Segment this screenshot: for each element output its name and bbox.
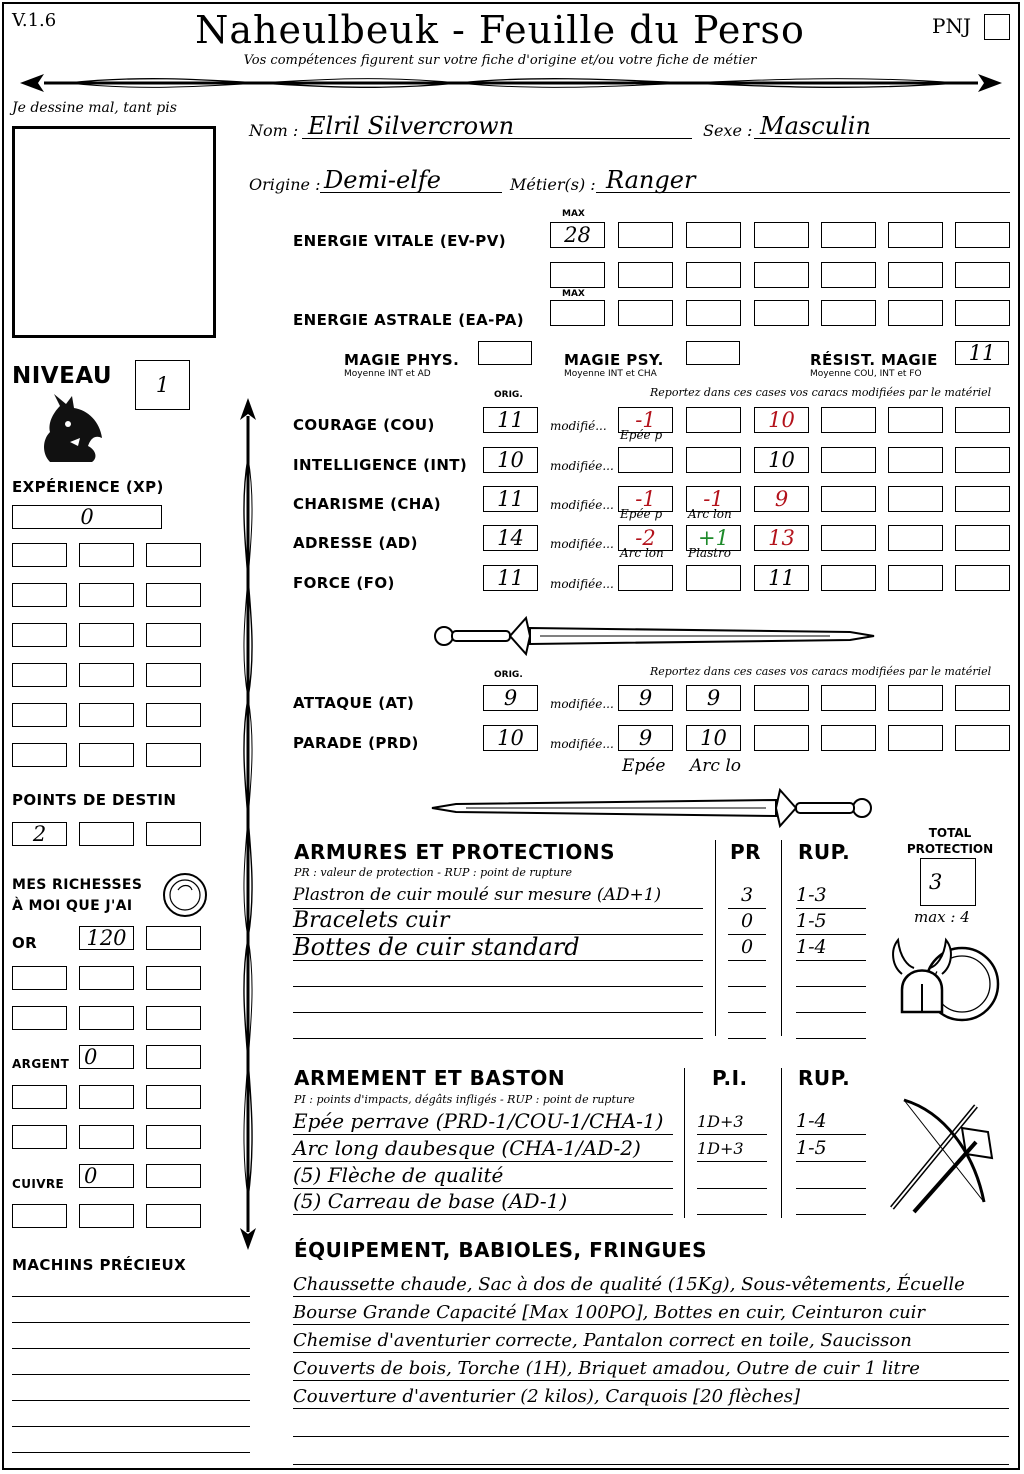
weapon-1-note: Epée <box>622 756 666 776</box>
sheet-subtitle: Vos compétences figurent sur votre fiche d'origine et/ou votre fiche de métier <box>243 53 757 68</box>
metier-value: Ranger <box>606 166 696 194</box>
wealth-box-1-3[interactable] <box>146 926 201 950</box>
ea-box-4[interactable] <box>754 300 809 326</box>
stat-orig-int[interactable]: 10 <box>483 447 538 473</box>
stat-modifie-fo: modifiée... <box>550 577 614 591</box>
armor-row-1-pr[interactable]: 3 <box>728 882 766 909</box>
sword-icon <box>430 612 876 660</box>
or-box[interactable]: 120 <box>79 926 134 950</box>
stat-modifie-cou: modifié... <box>550 419 607 433</box>
combat-orig-prd[interactable]: 10 <box>483 725 538 751</box>
stat-mod-ad-4[interactable] <box>821 525 876 551</box>
combat-modifiee-at: modifiée... <box>550 697 614 711</box>
equipment-line-3[interactable]: Chemise d'aventurier correcte, Pantalon correct en toile, Saucisson <box>293 1330 1009 1353</box>
precious-line-5[interactable] <box>12 1400 250 1401</box>
stat-label-fo: FORCE (FO) <box>293 574 395 592</box>
ea-box-1[interactable] <box>550 300 605 326</box>
wealth-box-5-3[interactable] <box>146 1085 201 1109</box>
precious-line-2[interactable] <box>12 1322 250 1323</box>
armor-col-divider-1 <box>715 840 716 1036</box>
precious-line-4[interactable] <box>12 1374 250 1375</box>
stats-note: Reportez dans ces cases vos caracs modifiées par le matériel <box>650 386 992 399</box>
pnj-label: PNJ <box>932 14 971 38</box>
sexe-label: Sexe : <box>703 121 753 140</box>
ev-box-row2-3[interactable] <box>686 262 741 288</box>
resist-magie-label: RÉSIST. MAGIE <box>810 351 938 369</box>
stat-mod-fo-2[interactable] <box>686 565 741 591</box>
ea-label: ENERGIE ASTRALE (EA-PA) <box>293 311 525 329</box>
stat-mod-fo-1[interactable] <box>618 565 673 591</box>
ev-box-row2-4[interactable] <box>754 262 809 288</box>
armor-title: ARMURES ET PROTECTIONS <box>294 840 615 864</box>
ev-box-1[interactable]: 28 <box>550 222 605 248</box>
stat-orig-fo[interactable]: 11 <box>483 565 538 591</box>
nom-value: Elril Silvercrown <box>308 112 515 140</box>
xp-box-2-2[interactable] <box>79 583 134 607</box>
total-protection-label-2: PROTECTION <box>906 842 994 856</box>
destin-label: POINTS DE DESTIN <box>12 791 177 809</box>
stat-orig-cha[interactable]: 11 <box>483 486 538 512</box>
destin-box-3[interactable] <box>146 822 201 846</box>
stat-mod-fo-3[interactable]: 11 <box>754 565 809 591</box>
magie-phys-label: MAGIE PHYS. <box>344 351 460 369</box>
stat-mod-cou-4[interactable] <box>821 407 876 433</box>
nom-label: Nom : <box>249 121 299 140</box>
helmet-shield-icon <box>888 928 1004 1032</box>
ev-box-3[interactable] <box>686 222 741 248</box>
ea-box-6[interactable] <box>888 300 943 326</box>
armor-row-6-name[interactable] <box>293 1012 703 1039</box>
cuivre-label: CUIVRE <box>12 1177 65 1191</box>
armor-row-4-rup[interactable] <box>796 960 866 987</box>
ev-box-row2-6[interactable] <box>888 262 943 288</box>
origine-value: Demi-elfe <box>324 166 441 194</box>
weapon-row-1-name[interactable]: Epée perrave (PRD-1/COU-1/CHA-1) <box>293 1108 673 1135</box>
combat-mod-at-5[interactable] <box>888 685 943 711</box>
armor-row-5-rup[interactable] <box>796 986 866 1013</box>
equipment-line-7[interactable] <box>293 1442 1009 1465</box>
equipment-line-1[interactable]: Chaussette chaude, Sac à dos de qualité (15Kg), Sous-vêtements, Écuelle <box>293 1274 1009 1297</box>
armor-row-3-name[interactable]: Bottes de cuir standard <box>293 934 703 961</box>
vertical-spear-icon <box>226 398 270 1250</box>
total-protection-label-1: TOTAL <box>928 826 972 840</box>
weapons-rup-header: RUP. <box>798 1066 851 1090</box>
weapons-col-divider-1 <box>684 1068 685 1218</box>
stat-mod-ad-1[interactable]: -2 <box>618 525 673 551</box>
armor-row-5-pr[interactable] <box>728 986 766 1013</box>
armor-row-4-name[interactable] <box>293 960 703 987</box>
precious-line-1[interactable] <box>12 1296 250 1297</box>
xp-box-6-2[interactable] <box>79 743 134 767</box>
stat-mod-int-4[interactable] <box>821 447 876 473</box>
equipment-line-5[interactable]: Couverture d'aventurier (2 kilos), Carquois [20 flèches] <box>293 1386 1009 1409</box>
stat-mod-cou-6[interactable] <box>955 407 1010 433</box>
wealth-box-5-2[interactable] <box>79 1085 134 1109</box>
portrait-caption: Je dessine mal, tant pis <box>12 100 177 116</box>
metier-field[interactable] <box>596 168 1010 193</box>
stat-mod-fo-4[interactable] <box>821 565 876 591</box>
weapons-col-divider-2 <box>781 1068 782 1218</box>
ev-box-row2-7[interactable] <box>955 262 1010 288</box>
weapon-row-2-pi[interactable]: 1D+3 <box>697 1135 767 1162</box>
combat-mod-prd-3[interactable] <box>754 725 809 751</box>
xp-box-1-1[interactable] <box>12 543 67 567</box>
resist-magie-sub: Moyenne COU, INT et FO <box>810 369 922 379</box>
wealth-box-6-3[interactable] <box>146 1125 201 1149</box>
xp-label: EXPÉRIENCE (XP) <box>12 478 164 496</box>
stat-label-ad: ADRESSE (AD) <box>293 534 418 552</box>
stat-mod-cou-3[interactable]: 10 <box>754 407 809 433</box>
stat-mod-cou-2[interactable] <box>686 407 741 433</box>
combat-modifiee-prd: modifiée... <box>550 737 614 751</box>
precious-label: MACHINS PRÉCIEUX <box>12 1256 187 1274</box>
wealth-label-1: MES RICHESSES <box>12 877 143 893</box>
weapon-row-1-rup[interactable]: 1-4 <box>796 1108 866 1135</box>
stat-mod-int-6[interactable] <box>955 447 1010 473</box>
equipment-title: ÉQUIPEMENT, BABIOLES, FRINGUES <box>294 1238 708 1262</box>
stat-modifie-int: modifiée... <box>550 459 614 473</box>
wealth-box-3-3[interactable] <box>146 1006 201 1030</box>
ev-box-6[interactable] <box>888 222 943 248</box>
stat-orig-cou[interactable]: 11 <box>483 407 538 433</box>
stat-orig-ad[interactable]: 14 <box>483 525 538 551</box>
combat-mod-at-6[interactable] <box>955 685 1010 711</box>
wealth-box-6-1[interactable] <box>12 1125 67 1149</box>
equipment-line-4[interactable]: Couverts de bois, Torche (1H), Briquet amadou, Outre de cuir 1 litre <box>293 1358 1009 1381</box>
xp-box-4-1[interactable] <box>12 663 67 687</box>
combat-label-prd: PARADE (PRD) <box>293 734 419 752</box>
combat-mod-at-2[interactable]: 9 <box>686 685 741 711</box>
combat-mod-prd-4[interactable] <box>821 725 876 751</box>
ev-box-4[interactable] <box>754 222 809 248</box>
armor-row-6-rup[interactable] <box>796 1012 866 1039</box>
combat-note: Reportez dans ces cases vos caracs modifiées par le matériel <box>650 665 992 678</box>
weapons-title: ARMEMENT ET BASTON <box>294 1066 566 1090</box>
ea-box-2[interactable] <box>618 300 673 326</box>
armor-row-4-pr[interactable] <box>728 960 766 987</box>
stat-mod-ad-6[interactable] <box>955 525 1010 551</box>
wealth-box-5-1[interactable] <box>12 1085 67 1109</box>
weapons-pi-header: P.I. <box>712 1066 748 1090</box>
sexe-field[interactable] <box>754 114 1010 139</box>
origine-label: Origine : <box>249 175 321 194</box>
armor-rup-header: RUP. <box>798 840 851 864</box>
origine-field[interactable] <box>320 168 502 193</box>
armor-row-6-pr[interactable] <box>728 1012 766 1039</box>
weapon-row-3-pi[interactable] <box>697 1162 767 1189</box>
wealth-box-4-3[interactable] <box>146 1045 201 1069</box>
wealth-box-6-2[interactable] <box>79 1125 134 1149</box>
ev-box-7[interactable] <box>955 222 1010 248</box>
combat-orig-label: ORIG. <box>494 670 523 680</box>
resist-magie-box[interactable]: 11 <box>955 341 1009 365</box>
xp-box-2-3[interactable] <box>146 583 201 607</box>
weapons-sub: PI : points d'impacts, dégâts infligés - RUP : point de rupture <box>294 1093 635 1106</box>
portrait-box[interactable] <box>12 126 216 338</box>
xp-box-2-1[interactable] <box>12 583 67 607</box>
xp-box-3-3[interactable] <box>146 623 201 647</box>
cuivre-box[interactable]: 0 <box>79 1164 134 1188</box>
or-label: OR <box>12 934 38 952</box>
metier-label: Métier(s) : <box>510 175 596 194</box>
stats-orig-label: ORIG. <box>494 390 523 400</box>
stat-note2-ad: Plastro <box>688 546 732 560</box>
wealth-box-2-1[interactable] <box>12 966 67 990</box>
weapon-row-3-rup[interactable] <box>796 1162 866 1189</box>
wealth-box-8-2[interactable] <box>79 1204 134 1228</box>
xp-box-6-3[interactable] <box>146 743 201 767</box>
max-protection-label: max : 4 <box>914 908 970 926</box>
stat-note2-cha: Arc lon <box>688 507 732 521</box>
total-protection-box[interactable]: 3 <box>920 858 976 906</box>
ea-max-label: MAX <box>562 289 585 299</box>
stat-mod-ad-5[interactable] <box>888 525 943 551</box>
stat-note1-cha: Epée p <box>620 507 663 521</box>
ev-box-row2-5[interactable] <box>821 262 876 288</box>
weapon-row-1-pi[interactable]: 1D+3 <box>697 1108 767 1135</box>
ea-box-7[interactable] <box>955 300 1010 326</box>
dragon-icon <box>40 394 106 464</box>
sheet-title: Naheulbeuk - Feuille du Perso <box>195 8 805 52</box>
xp-box-4-2[interactable] <box>79 663 134 687</box>
magie-psy-label: MAGIE PSY. <box>564 351 664 369</box>
stat-label-int: INTELLIGENCE (INT) <box>293 456 468 474</box>
xp-box-3-1[interactable] <box>12 623 67 647</box>
armor-col-divider-2 <box>781 840 782 1036</box>
xp-box-6-1[interactable] <box>12 743 67 767</box>
ev-box-row2-1[interactable] <box>550 262 605 288</box>
combat-mod-at-4[interactable] <box>821 685 876 711</box>
combat-mod-prd-6[interactable] <box>955 725 1010 751</box>
stat-note1-cou: Epée p <box>620 428 663 442</box>
armor-row-2-rup[interactable]: 1-5 <box>796 908 866 935</box>
ea-box-5[interactable] <box>821 300 876 326</box>
wealth-box-3-1[interactable] <box>12 1006 67 1030</box>
magie-phys-box[interactable] <box>478 341 532 365</box>
armor-row-1-rup[interactable]: 1-3 <box>796 882 866 909</box>
weapon-row-3-name[interactable]: (5) Flèche de qualité <box>293 1162 673 1189</box>
combat-mod-at-3[interactable] <box>754 685 809 711</box>
armor-row-3-pr[interactable]: 0 <box>728 934 766 961</box>
precious-line-7[interactable] <box>12 1452 250 1453</box>
magie-phys-sub: Moyenne INT et AD <box>344 369 431 379</box>
xp-box[interactable]: 0 <box>12 505 162 529</box>
stat-mod-cha-6[interactable] <box>955 486 1010 512</box>
ev-label: ENERGIE VITALE (EV-PV) <box>293 232 506 250</box>
ev-box-2[interactable] <box>618 222 673 248</box>
xp-box-3-2[interactable] <box>79 623 134 647</box>
ev-box-row2-2[interactable] <box>618 262 673 288</box>
stat-mod-int-3[interactable]: 10 <box>754 447 809 473</box>
combat-label-at: ATTAQUE (AT) <box>293 694 415 712</box>
nom-field[interactable] <box>302 114 692 139</box>
armor-row-2-pr[interactable]: 0 <box>728 908 766 935</box>
wealth-box-8-1[interactable] <box>12 1204 67 1228</box>
stat-mod-cha-2[interactable]: -1 <box>686 486 741 512</box>
wealth-box-3-2[interactable] <box>79 1006 134 1030</box>
stat-mod-cha-3[interactable]: 9 <box>754 486 809 512</box>
niveau-box[interactable]: 1 <box>135 360 190 410</box>
wealth-box-7-3[interactable] <box>146 1164 201 1188</box>
stat-mod-cha-1[interactable]: -1 <box>618 486 673 512</box>
niveau-label: NIVEAU <box>12 363 113 389</box>
xp-box-5-3[interactable] <box>146 703 201 727</box>
argent-box[interactable]: 0 <box>79 1045 134 1069</box>
stat-mod-cou-1[interactable]: -1 <box>618 407 673 433</box>
stat-modifie-cha: modifiée... <box>550 498 614 512</box>
xp-box-4-3[interactable] <box>146 663 201 687</box>
stat-mod-cha-4[interactable] <box>821 486 876 512</box>
combat-mod-prd-1[interactable]: 9 <box>618 725 673 751</box>
wealth-label-2: À MOI QUE J'AI <box>12 898 133 914</box>
armor-row-5-name[interactable] <box>293 986 703 1013</box>
stat-mod-fo-6[interactable] <box>955 565 1010 591</box>
magie-psy-box[interactable] <box>686 341 740 365</box>
spear-ornament-icon <box>8 66 1014 100</box>
argent-label: ARGENT <box>12 1057 70 1071</box>
ev-box-5[interactable] <box>821 222 876 248</box>
wealth-box-2-3[interactable] <box>146 966 201 990</box>
armor-row-2-name[interactable]: Bracelets cuir <box>293 908 703 935</box>
armor-row-1-name[interactable]: Plastron de cuir moulé sur mesure (AD+1) <box>293 882 703 909</box>
stat-mod-cha-5[interactable] <box>888 486 943 512</box>
coin-icon <box>162 872 208 918</box>
stat-mod-ad-3[interactable]: 13 <box>754 525 809 551</box>
combat-mod-prd-2[interactable]: 10 <box>686 725 741 751</box>
ea-box-3[interactable] <box>686 300 741 326</box>
weapon-2-note: Arc lo <box>690 756 741 776</box>
stat-note1-ad: Arc lon <box>620 546 664 560</box>
stat-mod-fo-5[interactable] <box>888 565 943 591</box>
magie-psy-sub: Moyenne INT et CHA <box>564 369 657 379</box>
xp-box-1-3[interactable] <box>146 543 201 567</box>
version-label: V.1.6 <box>12 10 57 31</box>
equipment-line-6[interactable] <box>293 1414 1009 1437</box>
armor-sub: PR : valeur de protection - RUP : point de rupture <box>294 866 572 879</box>
weapon-row-2-rup[interactable]: 1-5 <box>796 1135 866 1162</box>
combat-orig-at[interactable]: 9 <box>483 685 538 711</box>
weapon-row-4-name[interactable]: (5) Carreau de base (AD-1) <box>293 1188 673 1215</box>
precious-line-6[interactable] <box>12 1426 250 1427</box>
stat-mod-ad-2[interactable]: +1 <box>686 525 741 551</box>
armor-pr-header: PR <box>730 840 762 864</box>
weapon-row-2-name[interactable]: Arc long daubesque (CHA-1/AD-2) <box>293 1135 673 1162</box>
xp-box-5-1[interactable] <box>12 703 67 727</box>
destin-box-2[interactable] <box>79 822 134 846</box>
equipment-line-2[interactable]: Bourse Grande Capacité [Max 100PO], Bottes en cuir, Ceinturon cuir <box>293 1302 1009 1325</box>
weapons-icon <box>884 1092 1002 1216</box>
stat-mod-int-1[interactable] <box>618 447 673 473</box>
xp-box-1-2[interactable] <box>79 543 134 567</box>
wealth-box-2-2[interactable] <box>79 966 134 990</box>
xp-box-5-2[interactable] <box>79 703 134 727</box>
stat-modifie-ad: modifiée... <box>550 537 614 551</box>
stat-mod-int-5[interactable] <box>888 447 943 473</box>
pnj-checkbox[interactable] <box>984 14 1010 40</box>
destin-box-1[interactable]: 2 <box>12 822 67 846</box>
ev-max-label: MAX <box>562 209 585 219</box>
weapon-row-4-pi[interactable] <box>697 1188 767 1215</box>
wealth-box-8-3[interactable] <box>146 1204 201 1228</box>
precious-line-3[interactable] <box>12 1348 250 1349</box>
combat-mod-prd-5[interactable] <box>888 725 943 751</box>
sword-icon-2 <box>430 784 876 832</box>
stat-mod-int-2[interactable] <box>686 447 741 473</box>
combat-mod-at-1[interactable]: 9 <box>618 685 673 711</box>
armor-row-3-rup[interactable]: 1-4 <box>796 934 866 961</box>
stat-label-cou: COURAGE (COU) <box>293 416 435 434</box>
stat-mod-cou-5[interactable] <box>888 407 943 433</box>
stat-label-cha: CHARISME (CHA) <box>293 495 441 513</box>
sexe-value: Masculin <box>760 112 871 140</box>
weapon-row-4-rup[interactable] <box>796 1188 866 1215</box>
